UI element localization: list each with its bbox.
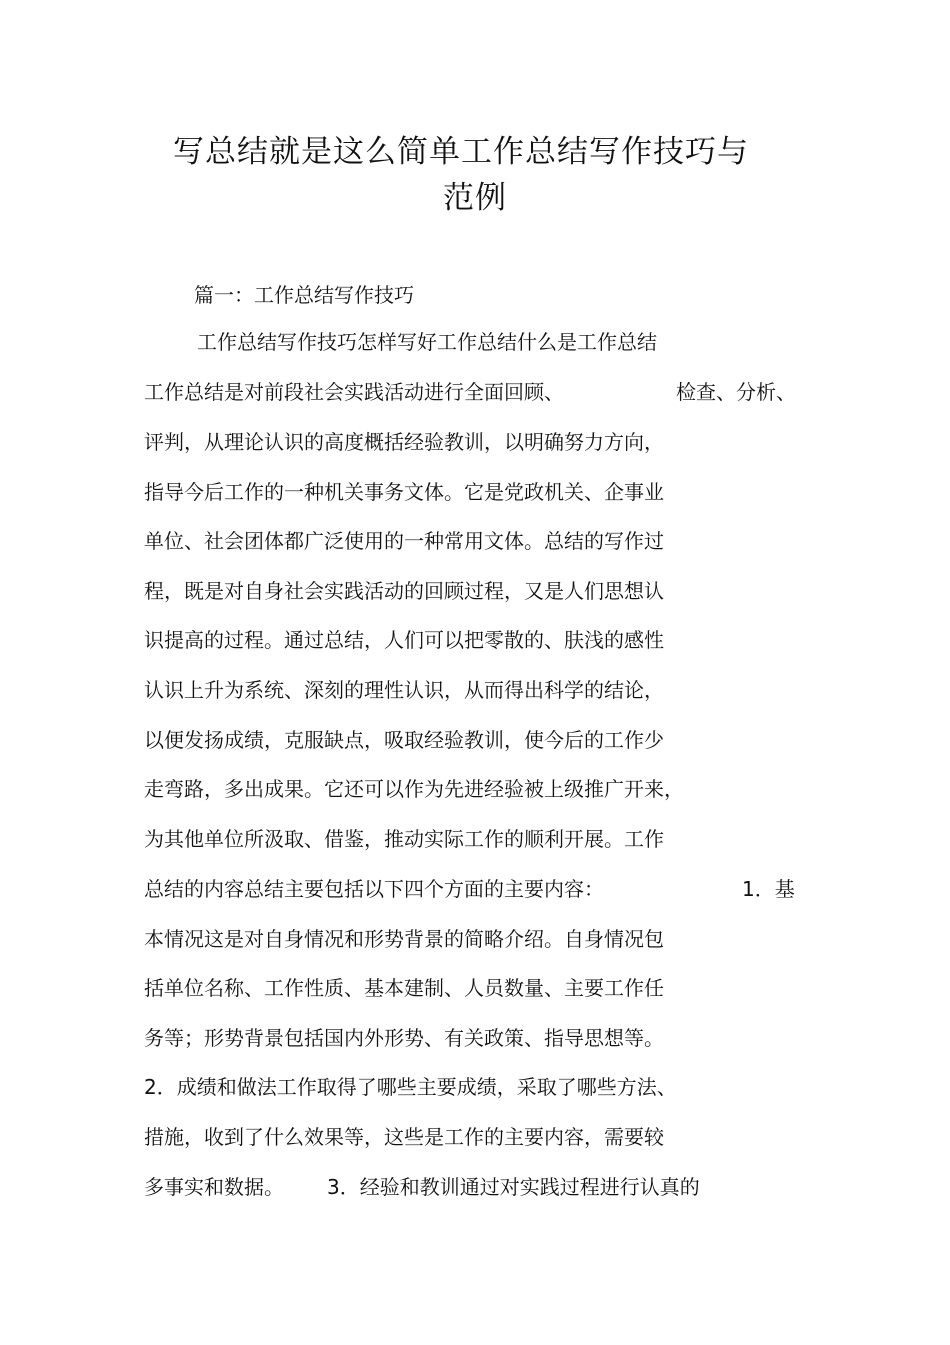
paragraph-line-3: 评判，从理论认识的高度概括经验教训，以明确努力方向， [144,430,664,454]
paragraph-line-8: 认识上升为系统、深刻的理性认识，从而得出科学的结论， [144,678,664,702]
paragraph-line-11: 为其他单位所汲取、借鉴，推动实际工作的顺利开展。工作 [144,827,664,851]
document-title-line-1: 写总结就是这么简单工作总结写作技巧与 [173,134,749,170]
paragraph-line-6: 程，既是对自身社会实践活动的回顾过程，又是人们思想认 [144,579,664,603]
paragraph-line-2: 工作总结是对前段社会实践活动进行全面回顾、 [144,380,564,404]
paragraph-line-12: 总结的内容总结主要包括以下四个方面的主要内容： [144,877,604,901]
paragraph-line-7: 识提高的过程。通过总结，人们可以把零散的、肤浅的感性 [144,628,664,652]
paragraph-line-2-right: 检查、分析、 [676,380,796,404]
paragraph-line-15: 务等；形势背景包括国内外形势、有关政策、指导思想等。 [144,1026,664,1050]
section-heading: 篇一：工作总结写作技巧 [194,283,414,307]
paragraph-line-17: 措施，收到了什么效果等，这些是工作的主要内容，需要较 [144,1125,664,1149]
paragraph-line-18: 多事实和数据。 [144,1175,284,1199]
paragraph-line-14: 括单位名称、工作性质、基本建制、人员数量、主要工作任 [144,976,664,1000]
paragraph-line-5: 单位、社会团体都广泛使用的一种常用文体。总结的写作过 [144,529,664,553]
paragraph-line-9: 以便发扬成绩，克服缺点，吸取经验教训，使今后的工作少 [144,728,664,752]
paragraph-line-1: 工作总结写作技巧怎样写好工作总结什么是工作总结 [197,330,657,354]
paragraph-line-10: 走弯路，多出成果。它还可以作为先进经验被上级推广开来， [144,777,684,801]
document-title-line-2: 范例 [443,180,507,216]
paragraph-line-12-right: 1．基 [742,877,795,901]
paragraph-line-16: 2．成绩和做法工作取得了哪些主要成绩，采取了哪些方法、 [144,1075,677,1099]
paragraph-line-4: 指导今后工作的一种机关事务文体。它是党政机关、企事业 [144,480,664,504]
paragraph-line-18-right: 3．经验和教训通过对实践过程进行认真的 [327,1175,700,1199]
paragraph-line-13: 本情况这是对自身情况和形势背景的简略介绍。自身情况包 [144,927,664,951]
